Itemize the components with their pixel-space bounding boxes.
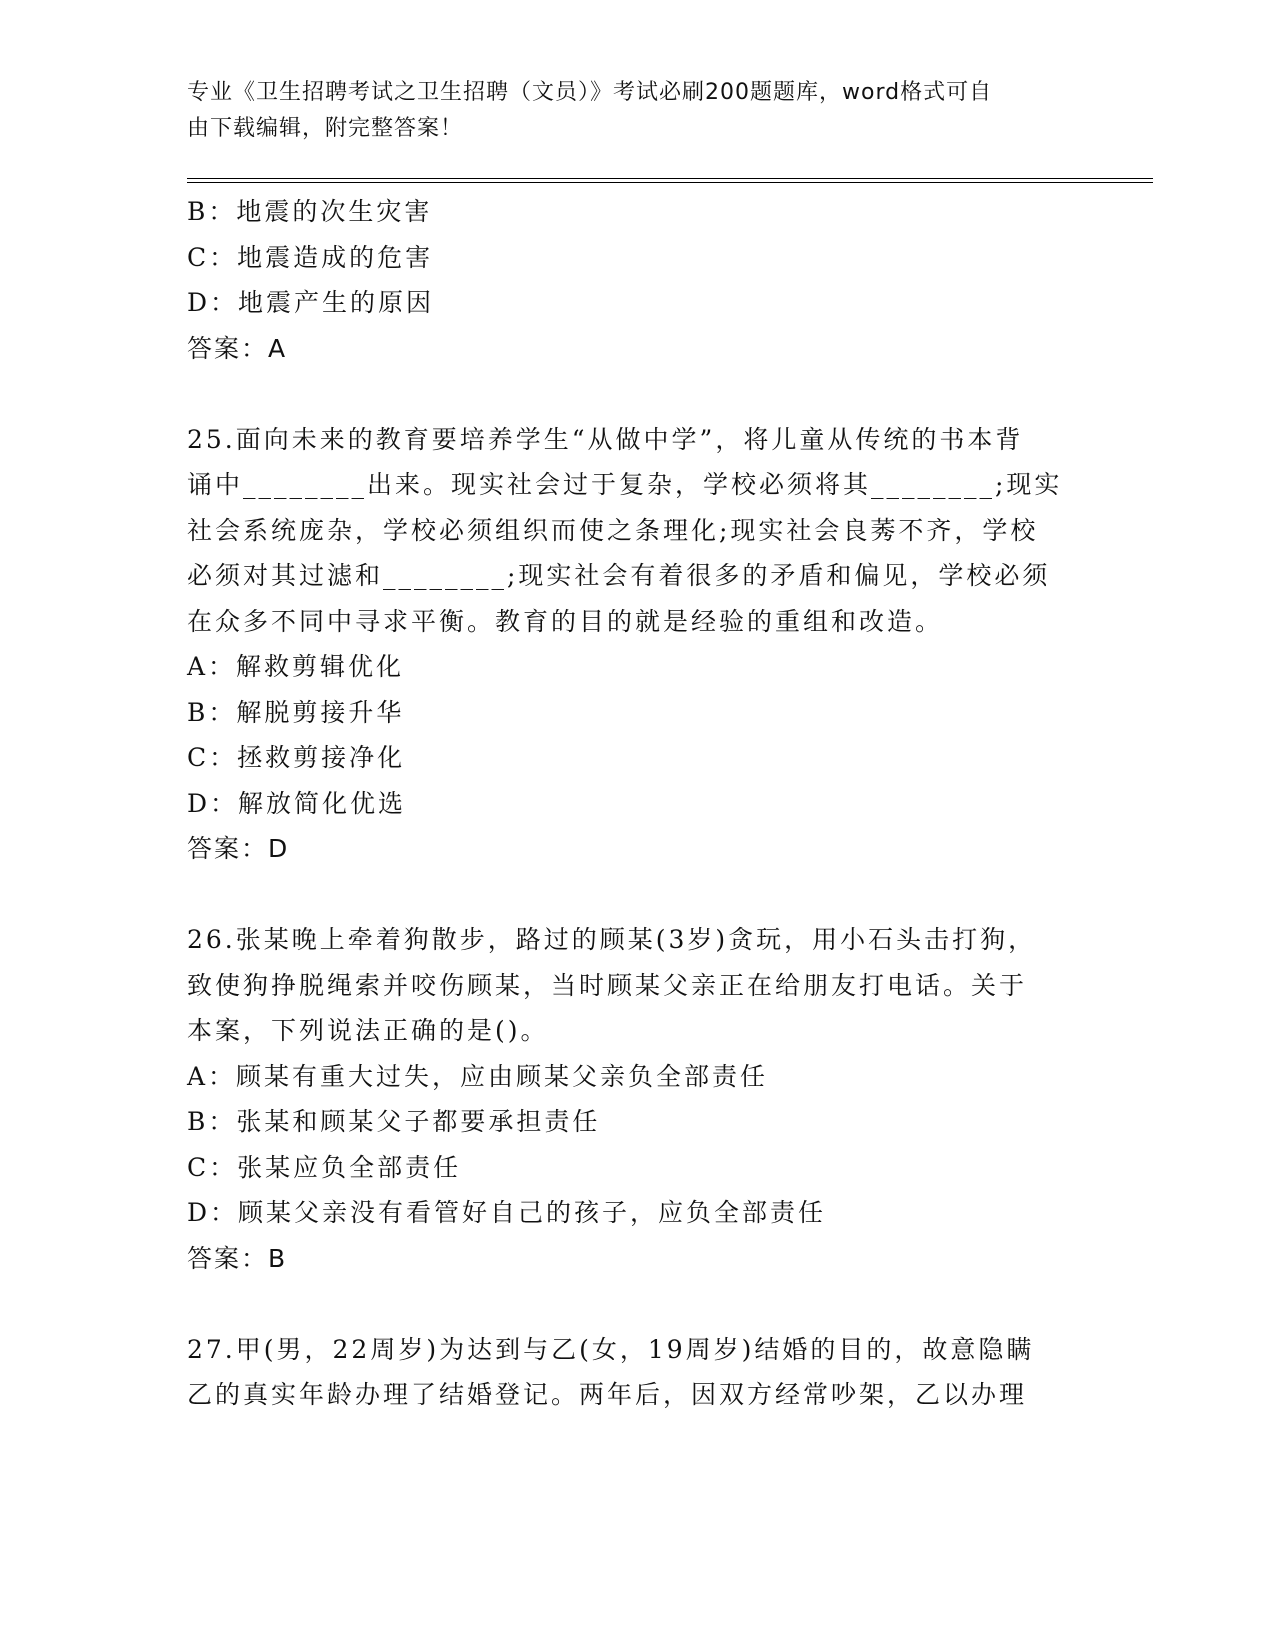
option-c: C：张某应负全部责任: [187, 1152, 462, 1182]
option-a: A：顾某有重大过失，应由顾某父亲负全部责任: [187, 1061, 769, 1091]
option-b: B：解脱剪接升华: [187, 697, 405, 727]
question-text-line: 乙的真实年龄办理了结婚登记。两年后，因双方经常吵架，乙以办理: [187, 1380, 1028, 1409]
option-c: C：拯救剪接净化: [187, 743, 406, 772]
option-d: D：解放简化优选: [187, 788, 407, 818]
question-text-line: 致使狗挣脱绳索并咬伤顾某，当时顾某父亲正在给朋友打电话。关于: [187, 970, 1028, 1000]
question-25: [187, 417, 1087, 872]
answer: 答案：A: [187, 333, 288, 363]
header-divider: [187, 182, 1153, 183]
question-list: [187, 189, 1087, 1418]
question-text-line: 本案，下列说法正确的是()。: [187, 1016, 549, 1045]
question-text-line: 在众多不同中寻求平衡。教育的目的就是经验的重组和改造。: [187, 606, 944, 636]
question-text-line: 26.张某晚上牵着狗散步，路过的顾某(3岁)贪玩，用小石头击打狗，: [187, 925, 1037, 954]
question-text-line: 必须对其过滤和________;现实社会有着很多的矛盾和偏见，学校必须: [187, 561, 1051, 590]
header-divider: [187, 178, 1153, 179]
option-c: C：地震造成的危害: [187, 242, 434, 272]
option-d: D：地震产生的原因: [187, 288, 435, 317]
question-27: [187, 1327, 1087, 1418]
question-text-line: 27.甲(男，22周岁)为达到与乙(女，19周岁)结婚的目的，故意隐瞒: [187, 1334, 1035, 1364]
header-line: 由下载编辑，附完整答案！: [187, 116, 464, 141]
option-b: B：张某和顾某父子都要承担责任: [187, 1107, 601, 1136]
answer: 答案：D: [187, 834, 290, 863]
question-text-line: 诵中________出来。现实社会过于复杂，学校必须将其________;现实: [187, 470, 1063, 499]
option-b: B：地震的次生灾害: [187, 197, 433, 226]
question-26: [187, 917, 1087, 1281]
header-line: 专业《卫生招聘考试之卫生招聘（文员）》考试必刷200题题库，word格式可自: [187, 80, 993, 105]
page-header: [187, 75, 1067, 147]
answer: 答案：B: [187, 1243, 288, 1273]
option-d: D：顾某父亲没有看管好自己的孩子，应负全部责任: [187, 1198, 827, 1227]
option-a: A：解救剪辑优化: [187, 652, 405, 681]
question-24: [187, 189, 1087, 371]
question-text-line: 25.面向未来的教育要培养学生“从做中学”，将儿童从传统的书本背: [187, 424, 1024, 454]
question-text-line: 社会系统庞杂，学校必须组织而使之条理化;现实社会良莠不齐，学校: [187, 515, 1039, 545]
